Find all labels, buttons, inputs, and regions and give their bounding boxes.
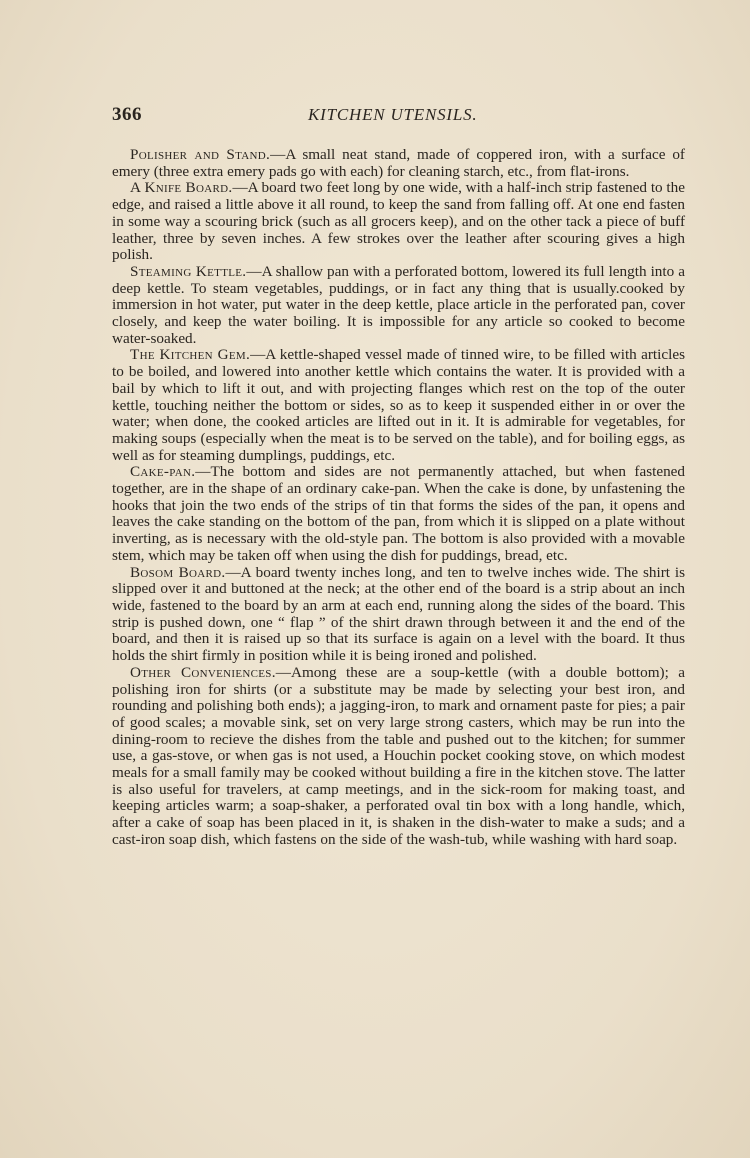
entry-kitchen-gem [112,347,685,464]
entry-text: —A shallow pan with a perforated bottom, lowered its full length into a deep kettle. To steam vegetables, puddings, or in fact any thing that is usually.cooked by immersion in hot water, put water in the deep kettle, place article in the perforated pan, cover closely, and keep the water boiling. It is impossible for any article so cooked to become water-soaked. [112,262,685,347]
entry-heading: Steaming Kettle. [130,262,247,280]
entry-heading: The Kitchen Gem. [130,346,251,364]
entry-other-conveniences [112,665,685,849]
entry-text: —A kettle-shaped vessel made of tinned wire, to be filled with articles to be boiled, and lowered into another kettle which contains the water. It is provided with a bail by which to lift it out, and with projecting flanges which rest on the top of the outer kettle, touching neither the bottom or sides, so as to keep it suspended either in or over the water; when done, the cooked articles are lifted out in it. It is admirable for vegetables, for making soups (especially when the meat is to be served on the table), and for boiling eggs, as well as for steaming dumplings, puddings, etc. [112,346,685,464]
body-text [112,147,685,849]
entry-knife-board [112,180,685,264]
page-number: 366 [112,104,142,125]
entry-polisher-and-stand [112,147,685,180]
entry-text: —The bottom and sides are not permanently attached, but when fastened together, are in the shape of an ordinary cake-pan. When the cake is done, by unfastening the hooks that join the two ends of the strips of tin that forms the sides of the pan, it opens and leaves the cake standing on the bottom of the pan, from which it is slipped on a plate without inverting, as is necessary with the old-style pan. The bottom is also provided with a movable stem, which may be taken off when using the dish for puddings, bread, etc. [112,463,685,564]
entry-text: —A board twenty inches long, and ten to twelve inches wide. The shirt is slipped over it and buttoned at the neck; at the other end of the board is a strip about an inch wide, fastened to the board by an arm at each end, running along the sides of the board. This strip is pushed down, one “ flap ” of the shirt drawn through between it and the end of the board, and then it is raised up so that its surface is again on a level with the board. It thus holds the shirt firmly in position while it is being ironed and polished. [112,563,685,665]
entry-heading: A Knife Board. [130,179,233,197]
running-head: KITCHEN UTENSILS. [308,105,478,124]
entry-text: —A small neat stand, made of coppered iron, with a surface of emery (three extra emery pads go with each) for cleaning starch, etc., from flat-irons. [112,146,685,180]
entry-heading: Cake-pan. [130,463,196,481]
entry-bosom-board [112,565,685,665]
entry-cake-pan [112,464,685,564]
page-header [112,104,500,130]
entry-heading: Polisher and Stand. [130,146,271,163]
entry-text: —Among these are a soup-kettle (with a double bottom); a polishing iron for shirts (or a substitute may be made by selecting your best iron, and rounding and polishing both ends); a jagging-iron, to mark and ornament paste for pies; a pair of good scales; a movable sink, set on very large strong casters, which may be run into the dining-room to recieve the dishes from the table and pushed out to the kitchen; for summer use, a gas-stove, or when gas is not used, a Houchin pocket cooking stove, on which modest meals for a small family may be cooked without building a fire in the kitchen stove. The latter is also useful for travelers, at camp meetings, and in the sick-room for making toast, and keeping articles warm; a soap-shaker, a perforated oval tin box with a long handle, which, after a cake of soap has been placed in it, is shaken in the dish-water to make a suds; and a cast-iron soap dish, which fastens on the side of the wash-tub, while washing with hard soap. [112,663,686,848]
entry-steaming-kettle [112,264,685,348]
entry-heading: Other Conveniences. [130,663,276,681]
entry-text: —A board two feet long by one wide, with a half-inch strip fastened to the edge, and raised a little above it all round, to keep the sand from falling off. At one end fasten in some way a scouring brick (such as all grocers keep), and on the other tack a piece of buff leather, three by seven inches. A few strokes over the leather after scouring gives a high polish. [112,179,685,264]
entry-heading: Bosom Board. [130,563,226,581]
